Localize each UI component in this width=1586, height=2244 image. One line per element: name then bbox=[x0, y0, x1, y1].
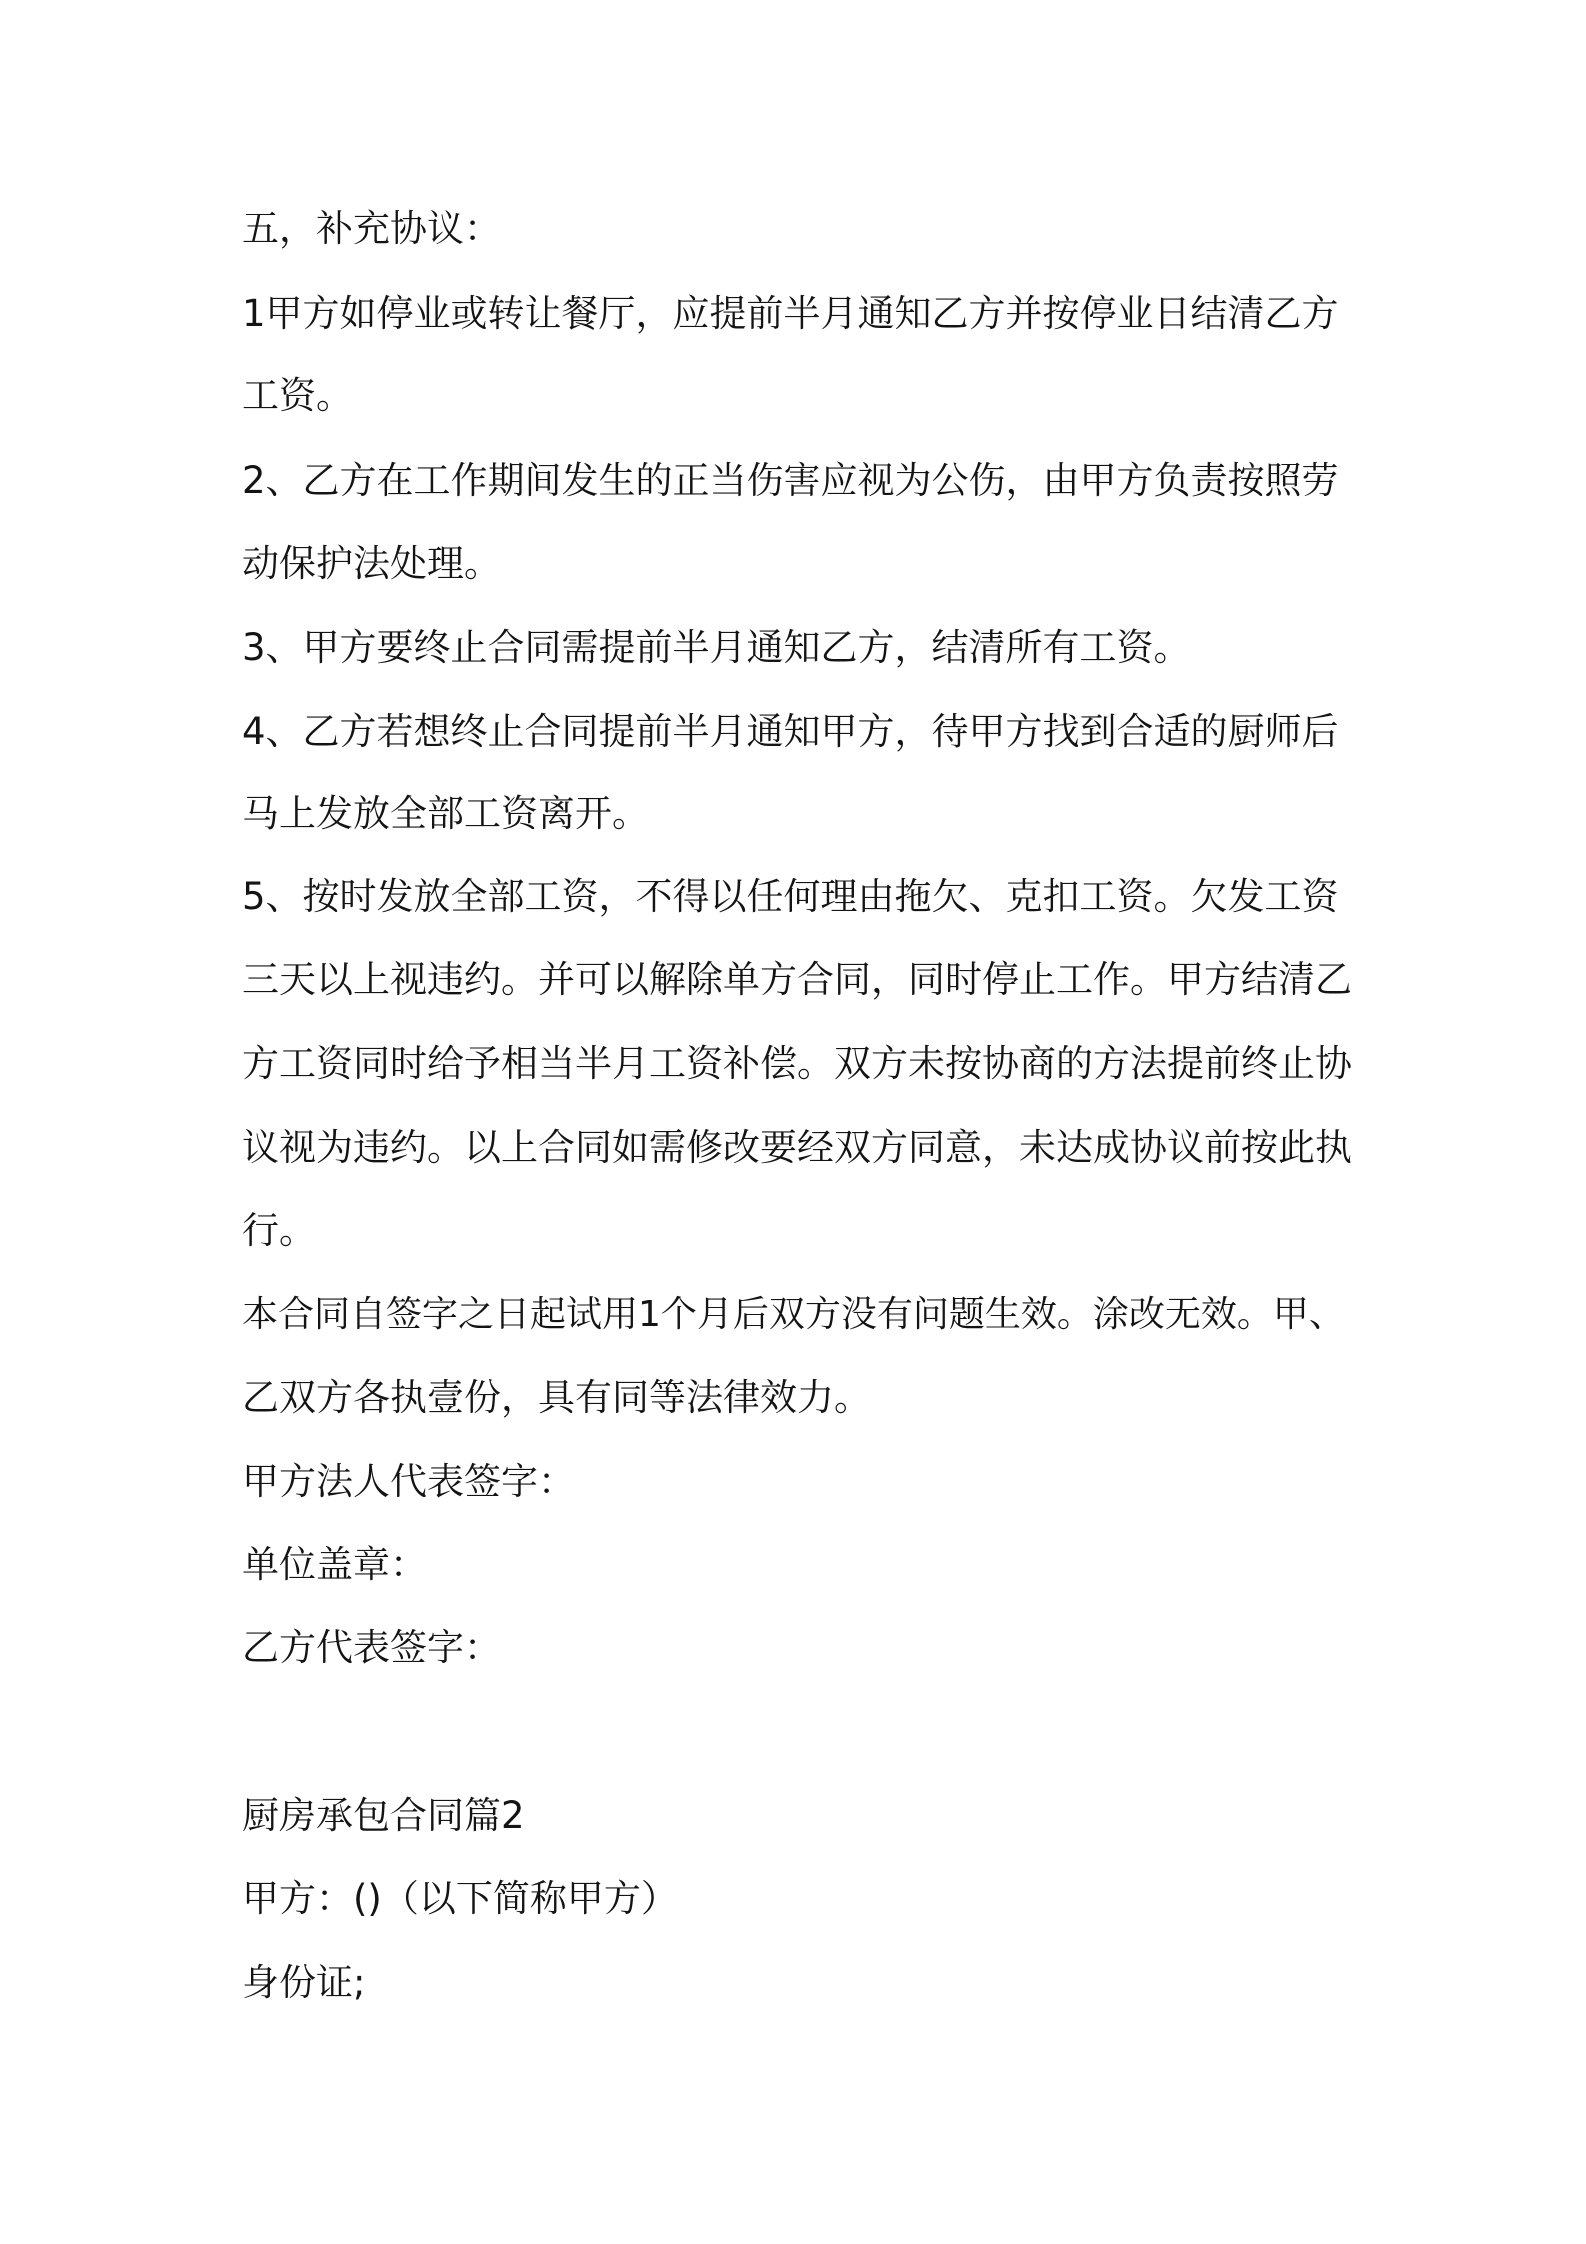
item3-line1: 3、甲方要终止合同需提前半月通知乙方，结清所有工资。 bbox=[242, 626, 1191, 669]
contract2-id-card: 身份证; bbox=[242, 1961, 366, 2004]
section-heading: 五，补充协议： bbox=[242, 207, 501, 250]
item5-line2: 三天以上视违约。并可以解除单方合同，同时停止工作。甲方结清乙 bbox=[242, 958, 1352, 1001]
item2-line1: 2、乙方在工作期间发生的正当伤害应视为公伤，由甲方负责按照劳 bbox=[242, 459, 1339, 502]
party-b-representative-signature: 乙方代表签字： bbox=[242, 1626, 501, 1669]
item4-line2: 马上发放全部工资离开。 bbox=[242, 792, 649, 835]
item1-line1: 1甲方如停业或转让餐厅，应提前半月通知乙方并按停业日结清乙方 bbox=[242, 292, 1339, 335]
party-a-representative-signature: 甲方法人代表签字： bbox=[242, 1460, 575, 1503]
item5-line4: 议视为违约。以上合同如需修改要经双方同意，未达成协议前按此执 bbox=[242, 1126, 1352, 1169]
effective-line2: 乙双方各执壹份，具有同等法律效力。 bbox=[242, 1376, 871, 1419]
contract2-title: 厨房承包合同篇2 bbox=[242, 1794, 525, 1837]
item5-line3: 方工资同时给予相当半月工资补偿。双方未按协商的方法提前终止协 bbox=[242, 1042, 1352, 1085]
item5-line1: 5、按时发放全部工资，不得以任何理由拖欠、克扣工资。欠发工资 bbox=[242, 875, 1339, 918]
item4-line1: 4、乙方若想终止合同提前半月通知甲方，待甲方找到合适的厨师后 bbox=[242, 710, 1339, 753]
item5-line5: 行。 bbox=[242, 1209, 316, 1252]
unit-seal: 单位盖章： bbox=[242, 1543, 427, 1586]
effective-line1: 本合同自签字之日起试用1个月后双方没有问题生效。涂改无效。甲、 bbox=[242, 1294, 1345, 1335]
item2-line2: 动保护法处理。 bbox=[242, 542, 501, 585]
item1-line2: 工资。 bbox=[242, 374, 353, 417]
contract2-party-a: 甲方：()（以下简称甲方） bbox=[242, 1877, 678, 1920]
